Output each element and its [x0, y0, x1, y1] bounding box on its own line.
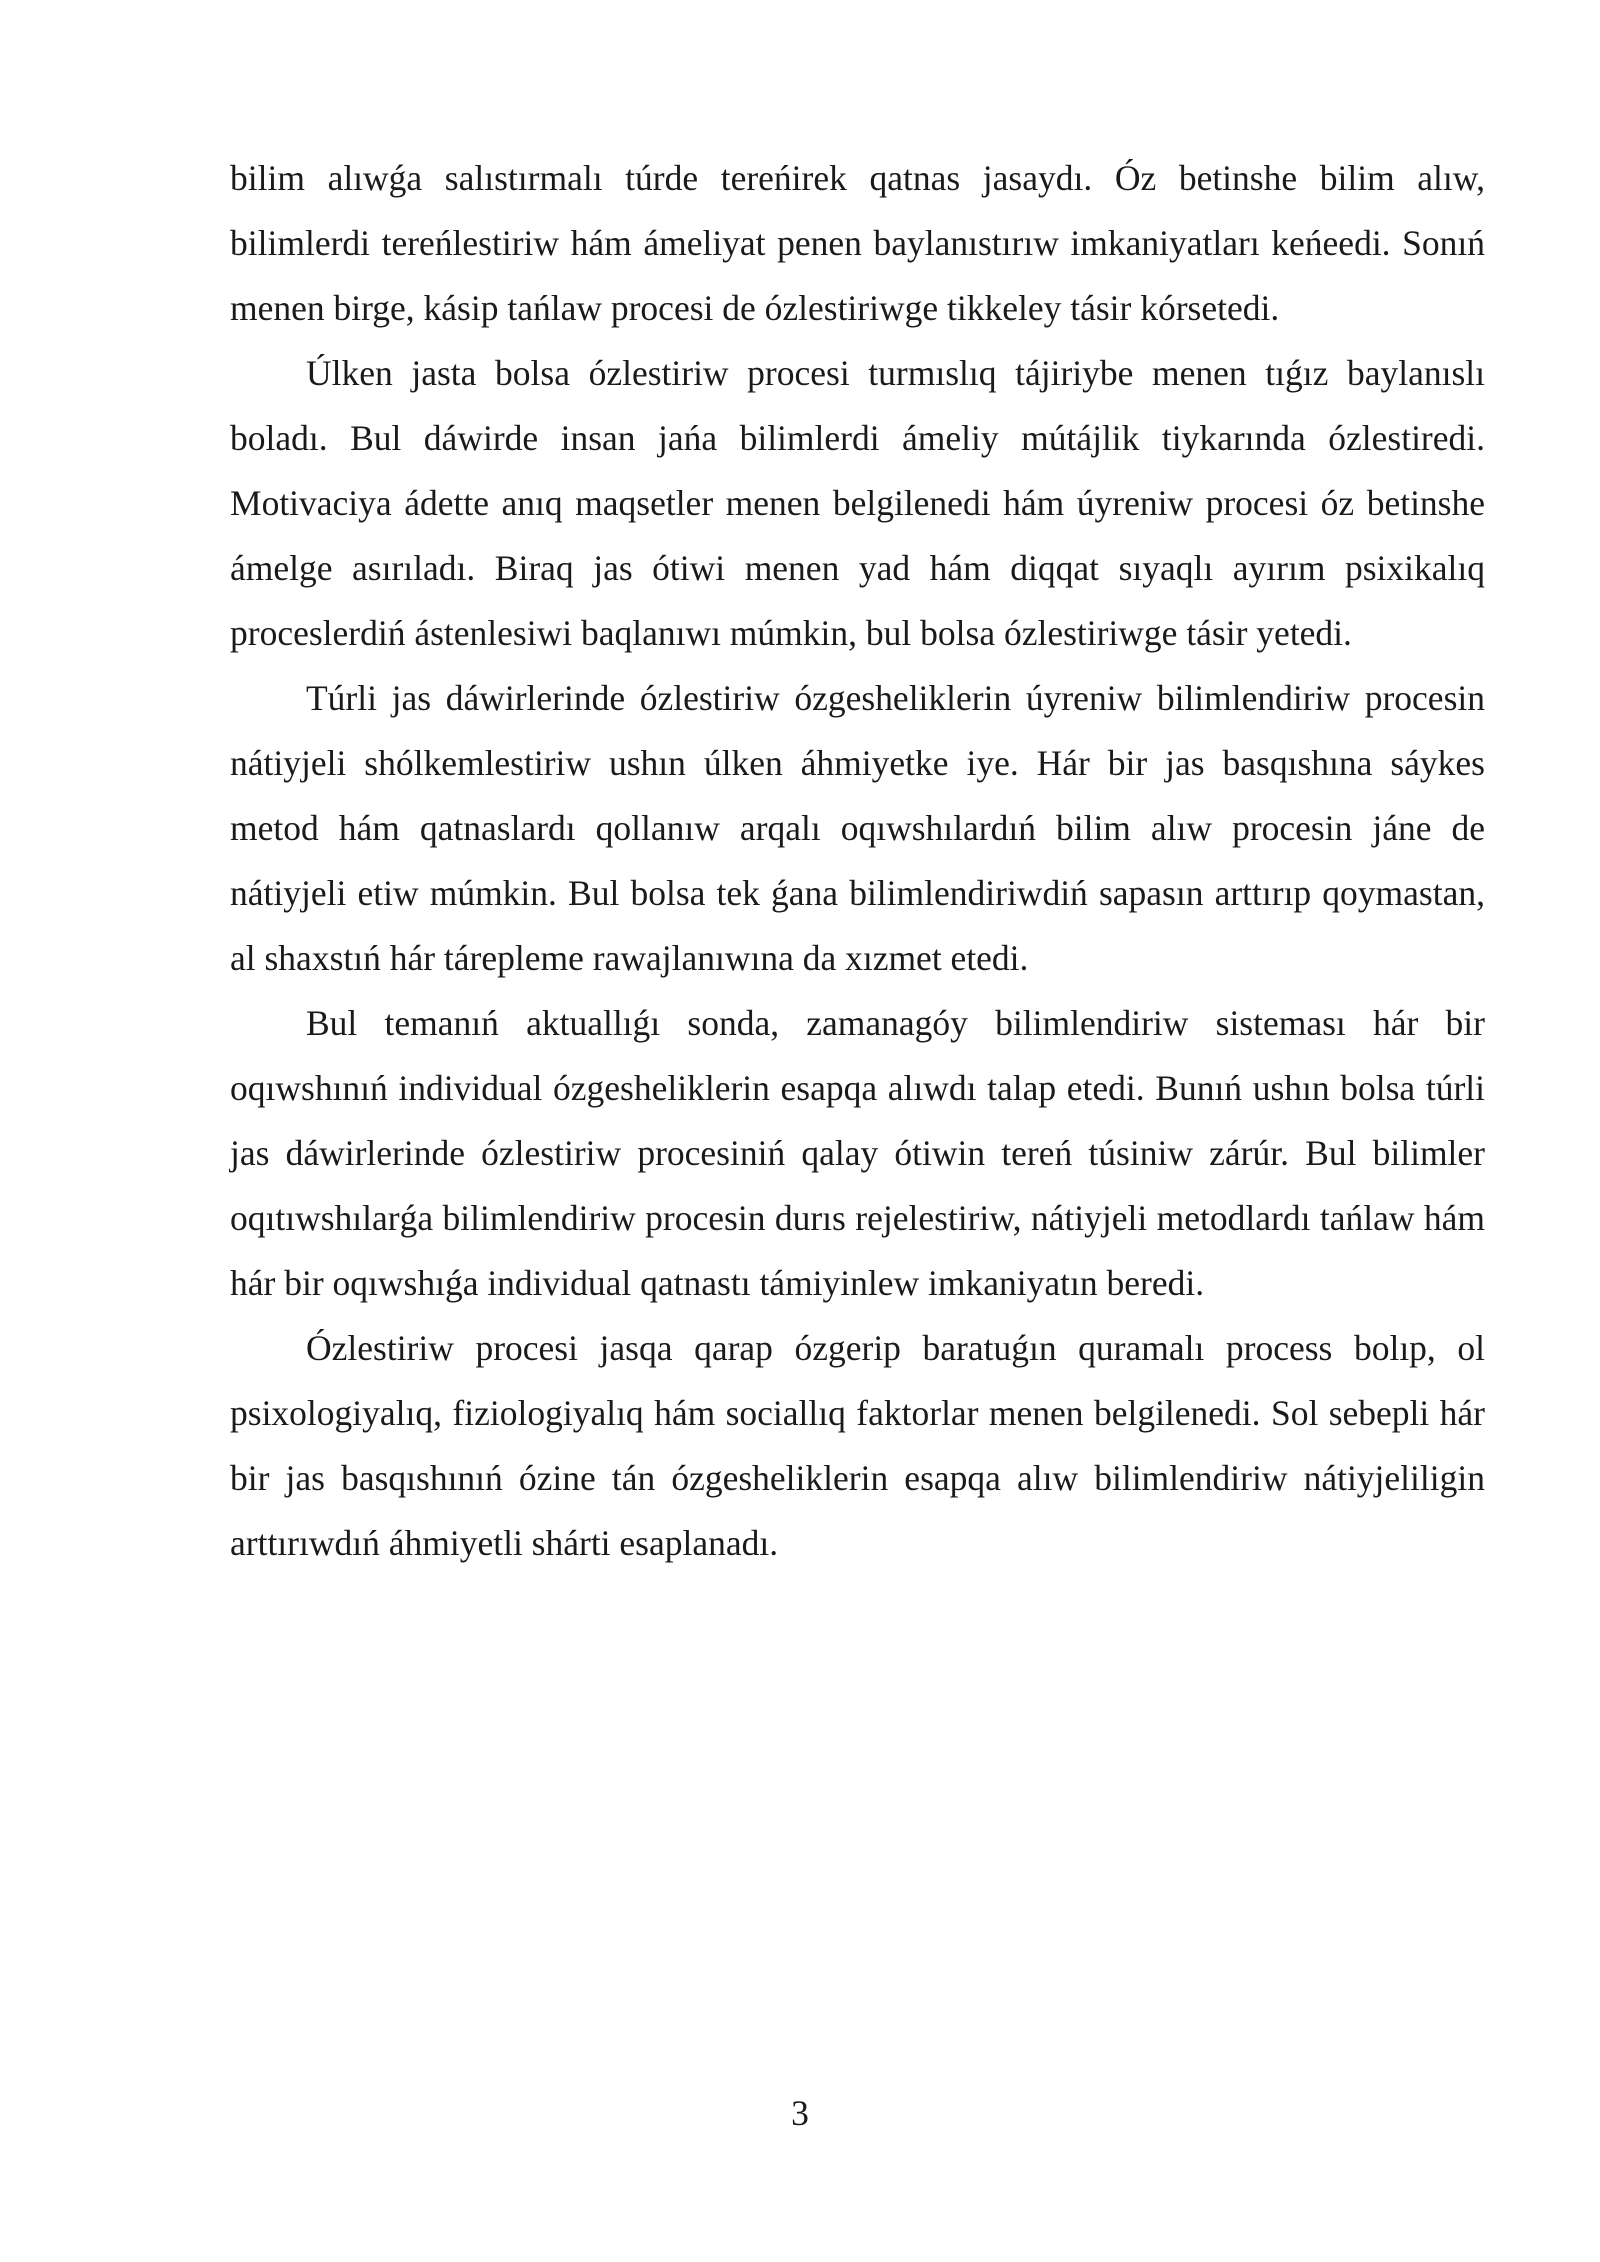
paragraph-adulthood: Úlken jasta bolsa ózlestiriw procesi turmıslıq tájiriybe menen tıǵız baylanıslı boladı. Bul dáwirde insan jańa bilimlerdi ámeliy mútájlik tiykarında ózlestiredi. Motivaciya ádette anıq maqsetler menen belgilenedi hám úyreniw procesi óz betinshe ámelge asırıladı. Biraq jas ótiwi menen yad hám diqqat sıyaqlı ayırım psixikalıq proceslerdiń ástenlesiwi baqlanıwı múmkin, bul bolsa ózlestiriwge tásir yetedi. [230, 353, 1485, 653]
page-number: 3 [791, 2093, 809, 2133]
paragraph-continuation: bilim alıwǵa salıstırmalı túrde tereńirek qatnas jasaydı. Óz betinshe bilim alıw, bilimlerdi tereńlestiriw hám ámeliyat penen baylanıstırıw imkaniyatları keńeedi. Sonıń menen birge, kásip tańlaw procesi de ózlestiriwge tikkeley tásir kórsetedi. [230, 158, 1485, 328]
paragraph-relevance: Bul temanıń aktuallıǵı sonda, zamanagóy bilimlendiriw sisteması hár bir oqıwshınıń individual ózgesheliklerin esapqa alıwdı talap etedi. Bunıń ushın bolsa túrli jas dáwirlerinde ózlestiriw procesiniń qalay ótiwin tereń túsiniw zárúr. Bul bilimler oqıtıwshılarǵa bilimlendiriw procesin durıs rejelestiriw, nátiyjeli metodlardı tańlaw hám hár bir oqıwshıǵa individual qatnastı támiyinlew imkaniyatın beredi. [230, 1003, 1485, 1303]
paragraph-conclusion: Ózlestiriw procesi jasqa qarap ózgerip baratuǵın quramalı process bolıp, ol psixologiyalıq, fiziologiyalıq hám sociallıq faktorlar menen belgilenedi. Sol sebepli hár bir jas basqıshınıń ózine tán ózgesheliklerin esapqa alıw bilimlendiriw nátiyjeliligin arttırıwdıń áhmiyetli shárti esaplanadı. [230, 1328, 1485, 1563]
paragraph-age-stages: Túrli jas dáwirlerinde ózlestiriw ózgesheliklerin úyreniw bilimlendiriw procesin nátiyjeli shólkemlestiriw ushın úlken áhmiyetke iye. Hár bir jas basqıshına sáykes metod hám qatnaslardı qollanıw arqalı oqıwshılardıń bilim alıw procesin jáne de nátiyjeli etiw múmkin. Bul bolsa tek ǵana bilimlendiriwdiń sapasın arttırıp qoymastan, al shaxstıń hár tárepleme rawajlanıwına da xızmet etedi. [230, 678, 1485, 978]
body-text [230, 146, 1485, 1576]
